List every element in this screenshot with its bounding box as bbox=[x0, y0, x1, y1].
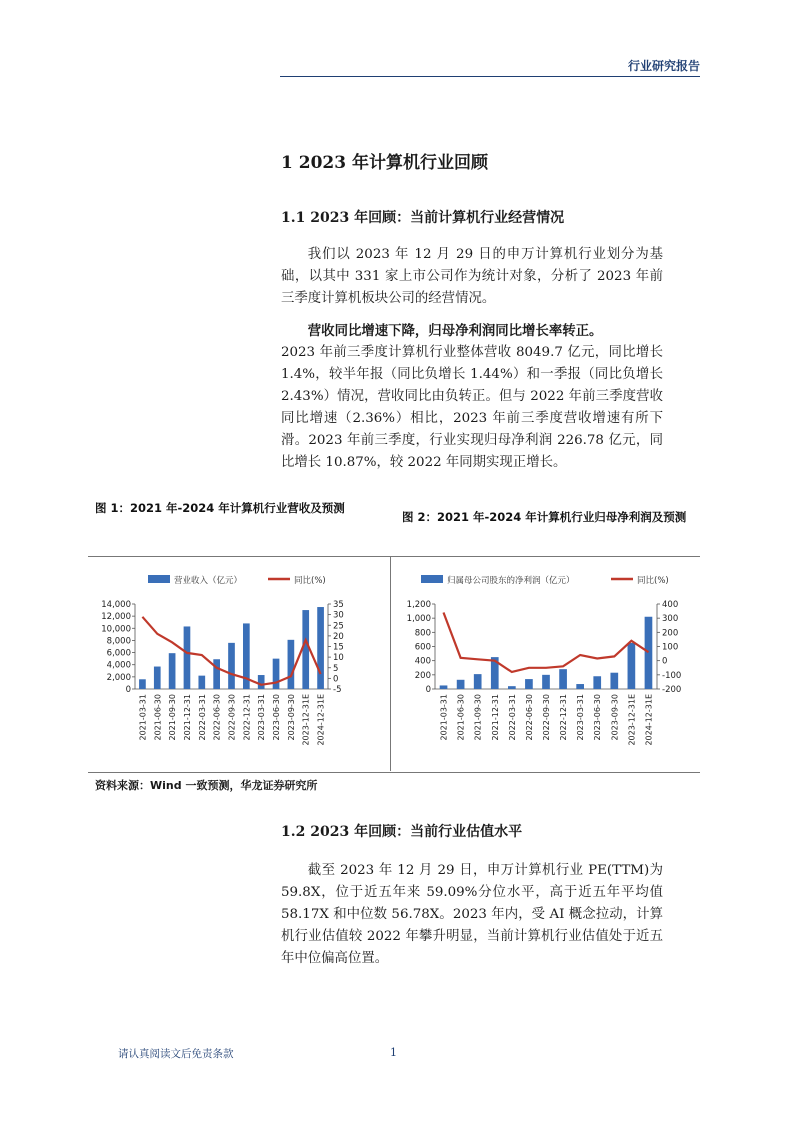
x-tick-label: 2023-09-30 bbox=[610, 694, 620, 741]
y-tick-label-left: 400 bbox=[414, 656, 431, 667]
y-tick-label-left: 0 bbox=[425, 685, 431, 695]
x-tick-label: 2024-12-31E bbox=[316, 694, 326, 746]
bar bbox=[610, 673, 618, 689]
legend-label-line: 同比(%) bbox=[637, 576, 669, 586]
bar bbox=[559, 669, 567, 689]
y-tick-label-left: 10,000 bbox=[101, 624, 131, 635]
x-tick-label: 2021-06-30 bbox=[456, 694, 466, 741]
y-tick-label-right: 200 bbox=[662, 628, 679, 639]
x-tick-label: 2021-06-30 bbox=[153, 694, 163, 741]
y-tick-label-left: 800 bbox=[414, 628, 431, 639]
paragraph-revenue-lead: 营收同比增速下降，归母净利润同比增长率转正。 bbox=[307, 323, 603, 339]
y-tick-label-left: 4,000 bbox=[106, 660, 131, 671]
figure-1-title: 图 1：2021 年-2024 年计算机行业营收及预测 bbox=[95, 501, 345, 515]
y-tick-label-left: 14,000 bbox=[101, 600, 131, 610]
paragraph-revenue-body: 2023 年前三季度计算机行业整体营收 8049.7 亿元，同比增长 1.4%，较半年报（同比负增长 1.44%）和一季报（同比负增长 2.43%）情况，营收同比由负转正。但与 2022 年前三季度营收同比增速（2.36%）相比，2023 年前三季度营收增速有所下滑。2023 年前三季度，行业实现归母净利润 226.78 亿元，同比增长 10.87%，较 2022 年同期实现正增长。 bbox=[281, 345, 663, 470]
y-tick-label-right: 300 bbox=[662, 614, 679, 625]
x-tick-label: 2021-03-31 bbox=[439, 694, 449, 741]
y-tick-label-left: 1,200 bbox=[406, 600, 431, 610]
y-tick-label-left: 200 bbox=[414, 670, 431, 681]
y-tick-label-right: 400 bbox=[662, 600, 679, 610]
section-1-2-title: 1.2 2023 年回顾：当前行业估值水平 bbox=[281, 824, 523, 840]
bar bbox=[198, 676, 205, 689]
yoy-line bbox=[444, 613, 649, 673]
x-tick-label: 2023-03-31 bbox=[576, 694, 586, 741]
x-tick-label: 2022-06-30 bbox=[524, 694, 534, 741]
charts-divider bbox=[390, 556, 391, 771]
y-tick-label-right: 5 bbox=[333, 663, 339, 674]
legend-swatch-bar bbox=[421, 575, 443, 583]
y-tick-label-right: 15 bbox=[333, 642, 344, 653]
bar bbox=[576, 684, 584, 689]
y-tick-label-right: 100 bbox=[662, 642, 679, 653]
x-tick-label: 2021-12-31 bbox=[490, 694, 500, 741]
x-tick-label: 2023-06-30 bbox=[593, 694, 603, 741]
y-tick-label-left: 600 bbox=[414, 642, 431, 653]
bar bbox=[317, 607, 324, 689]
x-tick-label: 2021-12-31 bbox=[183, 694, 192, 741]
bar bbox=[593, 676, 601, 689]
y-tick-label-left: 12,000 bbox=[101, 612, 131, 623]
bar bbox=[508, 686, 516, 689]
bar bbox=[213, 659, 220, 689]
bar bbox=[525, 679, 533, 689]
x-tick-label: 2021-09-30 bbox=[168, 694, 178, 741]
y-tick-label-left: 1,000 bbox=[406, 614, 431, 625]
x-tick-label: 2023-12-31E bbox=[301, 694, 311, 746]
y-tick-label-right: 25 bbox=[333, 621, 344, 632]
x-tick-label: 2021-03-31 bbox=[138, 694, 148, 741]
y-tick-label-right: 0 bbox=[333, 674, 339, 685]
bar bbox=[228, 643, 235, 689]
bar bbox=[645, 617, 653, 689]
legend-swatch-bar bbox=[148, 575, 170, 583]
x-tick-label: 2023-12-31E bbox=[627, 694, 637, 746]
y-tick-label-left: 2,000 bbox=[106, 672, 131, 683]
x-tick-label: 2024-12-31E bbox=[644, 694, 654, 746]
x-tick-label: 2023-03-31 bbox=[257, 694, 267, 741]
x-tick-label: 2021-09-30 bbox=[473, 694, 483, 741]
bar bbox=[139, 679, 146, 689]
x-tick-label: 2022-03-31 bbox=[507, 694, 517, 741]
bar bbox=[542, 675, 550, 689]
x-tick-label: 2022-09-30 bbox=[542, 694, 551, 741]
y-tick-label-left: 0 bbox=[125, 685, 131, 695]
section-1-title: 1 2023 年计算机行业回顾 bbox=[281, 153, 488, 173]
y-tick-label-right: 20 bbox=[333, 631, 344, 642]
paragraph-scope: 我们以 2023 年 12 月 29 日的申万计算机行业划分为基础，以其中 331 家上市公司作为统计对象，分析了 2023 年前三季度计算机板块公司的经营情况。 bbox=[281, 247, 663, 306]
bar bbox=[184, 626, 191, 689]
y-tick-label-left: 6,000 bbox=[106, 648, 131, 659]
y-tick-label-right: -200 bbox=[662, 685, 682, 695]
bar bbox=[273, 659, 280, 689]
legend-label-bar: 归属母公司股东的净利润（亿元） bbox=[447, 576, 575, 586]
x-tick-label: 2023-06-30 bbox=[272, 694, 281, 741]
bar bbox=[457, 680, 465, 689]
y-tick-label-right: 10 bbox=[333, 653, 344, 664]
x-tick-label: 2022-06-30 bbox=[212, 694, 222, 741]
page-number: 1 bbox=[390, 1046, 397, 1059]
header-divider bbox=[280, 76, 700, 77]
net-profit-chart bbox=[393, 560, 698, 768]
bar bbox=[258, 675, 265, 689]
bar bbox=[302, 610, 309, 689]
figure-2-title: 图 2：2021 年-2024 年计算机行业归母净利润及预测 bbox=[402, 510, 687, 524]
x-tick-label: 2022-03-31 bbox=[197, 694, 207, 741]
y-tick-label-left: 8,000 bbox=[106, 636, 131, 647]
figure-source: 资料来源：Wind 一致预测，华龙证券研究所 bbox=[95, 779, 318, 792]
paragraph-valuation: 截至 2023 年 12 月 29 日，申万计算机行业 PE(TTM)为 59.8X，位于近五年来 59.09%分位水平，高于近五年平均值 58.17X 和中位数 56.78X。2023 年内，受 AI 概念拉动，计算机行业估值较 2022 年攀升明显，当前计算机行业估值处于近五年中位偏高位置。 bbox=[281, 863, 663, 966]
y-tick-label-right: 30 bbox=[333, 610, 344, 621]
bar bbox=[169, 653, 176, 689]
x-tick-label: 2022-12-31 bbox=[559, 694, 569, 741]
y-tick-label-right: 35 bbox=[333, 600, 344, 610]
report-type-tag: 行业研究报告 bbox=[627, 59, 700, 73]
bar bbox=[628, 643, 636, 689]
bar bbox=[154, 667, 161, 689]
x-tick-label: 2023-09-30 bbox=[286, 694, 296, 741]
y-tick-label-right: 0 bbox=[662, 656, 668, 667]
bar bbox=[288, 640, 295, 689]
y-tick-label-right: -5 bbox=[333, 685, 342, 695]
revenue-chart bbox=[90, 560, 388, 768]
x-tick-label: 2022-09-30 bbox=[227, 694, 237, 741]
y-tick-label-right: -100 bbox=[662, 670, 682, 681]
section-1-1-title: 1.1 2023 年回顾：当前计算机行业经营情况 bbox=[281, 210, 565, 226]
bar bbox=[440, 685, 448, 689]
legend-label-bar: 营业收入（亿元） bbox=[174, 576, 243, 586]
x-tick-label: 2022-12-31 bbox=[242, 694, 252, 741]
legend-label-line: 同比(%) bbox=[294, 576, 326, 586]
footer-disclaimer: 请认真阅读文后免责条款 bbox=[118, 1048, 234, 1060]
bar bbox=[474, 674, 482, 689]
paragraph-revenue bbox=[281, 320, 663, 474]
